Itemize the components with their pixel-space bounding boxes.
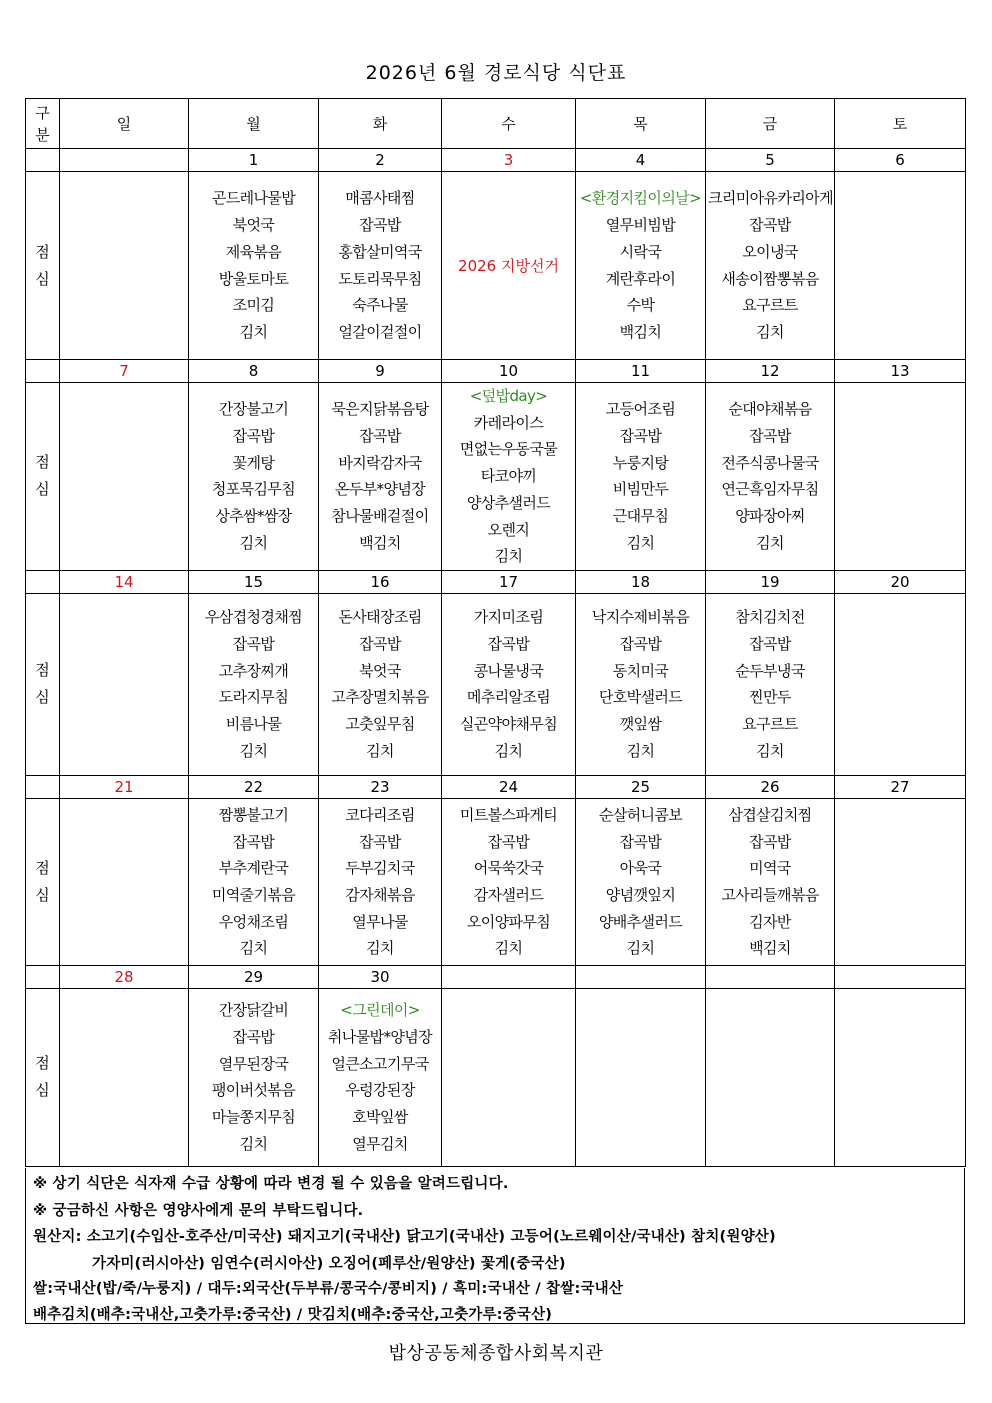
menu-item: 곤드레나물밥: [211, 189, 296, 208]
page-title: 2026년 6월 경로식당 식단표: [365, 62, 627, 84]
menu-item: 콩나물냉국: [473, 661, 544, 680]
date-cell-sun: [60, 149, 189, 172]
date-cell-sun: 14: [60, 570, 189, 593]
menu-item: 김치: [494, 741, 523, 760]
menu-item: 고춧잎무침: [345, 715, 415, 734]
day-header-sat: 토: [835, 99, 966, 149]
menu-item: 양배추샐러드: [598, 912, 683, 931]
menu-item: 상추쌈*쌈장: [215, 507, 292, 526]
date-cell-fri: 26: [706, 775, 835, 798]
date-row: [26, 149, 966, 172]
day-header-wed: 수: [442, 99, 576, 149]
menu-list: [706, 396, 834, 556]
menu-cell-thu: [576, 593, 706, 775]
menu-item: 메추리알조림: [466, 688, 551, 707]
menu-item: 요구르트: [742, 715, 798, 734]
notes-box: [25, 1168, 965, 1324]
menu-item: 팽이버섯볶음: [211, 1081, 296, 1100]
day-header-sun: 일: [60, 99, 189, 149]
menu-list: [576, 604, 705, 764]
menu-list: [319, 604, 441, 764]
date-cell-mon: 15: [189, 570, 319, 593]
menu-cell-mon: [189, 383, 319, 571]
date-cell-thu: 11: [576, 360, 706, 383]
menu-item: 김치: [494, 547, 523, 566]
day-header-thu: 목: [576, 99, 706, 149]
lunch-label: [26, 988, 60, 1166]
menu-item: 코다리조림: [345, 805, 415, 824]
menu-item: 비빔만두: [612, 480, 669, 499]
date-cell-wed: 17: [442, 570, 576, 593]
date-cell-tue: 30: [319, 965, 442, 988]
menu-cell-mon: [189, 172, 319, 360]
note-origin-2: 가자미(러시아산) 임연수(러시아산) 오징어(페루산/원양산) 꽃게(중국산): [92, 1256, 566, 1272]
gubun-bottom: 분: [35, 125, 50, 144]
menu-item: 참치김치전: [735, 608, 805, 627]
menu-item: 참나물배겉절이: [331, 507, 429, 526]
date-cell-tue: 16: [319, 570, 442, 593]
menu-item: 짬뽕불고기: [218, 805, 289, 824]
menu-item: 돈사태장조림: [338, 608, 422, 627]
date-cell-wed: 10: [442, 360, 576, 383]
menu-cell-tue: [319, 172, 442, 360]
menu-item: 김치: [239, 741, 268, 760]
date-row: [26, 570, 966, 593]
menu-item: 잡곡밥: [232, 1028, 275, 1047]
menu-item: 미역줄기볶음: [211, 885, 296, 904]
menu-item: 잡곡밥: [749, 635, 791, 654]
menu-item: 고추장멸치볶음: [331, 688, 429, 707]
menu-item: 김치: [239, 533, 268, 552]
date-cell-sat: 13: [835, 360, 966, 383]
menu-item: 조미김: [232, 296, 275, 315]
lunch-label-bottom: 심: [35, 480, 50, 499]
menu-item: 근대무침: [612, 507, 669, 526]
note-origin-1: 원산지: 소고기(수입산-호주산/미국산) 돼지고기(국내산) 닭고기(국내산) 고등어(노르웨이산/국내산) 참치(원양산): [33, 1229, 776, 1245]
menu-item: 요구르트: [742, 296, 798, 315]
menu-item: 계란후라이: [605, 269, 676, 288]
menu-item: 연근흑임자무침: [721, 480, 819, 499]
menu-item: 바지락감자국: [338, 453, 422, 472]
menu-item: 양상추샐러드: [466, 493, 551, 512]
menu-list: [189, 185, 318, 345]
menu-item: 취나물밥*양념장: [327, 1028, 433, 1047]
menu-item: 수박: [626, 296, 655, 315]
menu-list: [442, 802, 575, 962]
date-cell-mon: 8: [189, 360, 319, 383]
header-row: [26, 99, 966, 149]
menu-list: [706, 604, 834, 764]
menu-item: 아욱국: [619, 859, 662, 878]
menu-cell-tue: [319, 383, 442, 571]
menu-item: 오이냉국: [742, 242, 798, 261]
menu-list: [576, 802, 705, 962]
menu-item: 카레라이스: [473, 413, 544, 432]
menu-item: 비름나물: [225, 715, 282, 734]
date-cell-tue: 23: [319, 775, 442, 798]
menu-cell-thu: [576, 172, 706, 360]
menu-item: 김치: [756, 741, 784, 760]
lunch-row: [26, 172, 966, 360]
note-inquiry: ※ 궁금하신 사항은 영양사에게 문의 부탁드립니다.: [33, 1203, 364, 1219]
menu-item: 홍합살미역국: [338, 242, 422, 261]
menu-list: [442, 255, 575, 276]
menu-item: 잡곡밥: [359, 832, 401, 851]
menu-item: 제육볶음: [225, 242, 282, 261]
lunch-label-bottom: 심: [35, 269, 50, 288]
date-row-label-cell: [26, 775, 60, 798]
menu-item: 열무나물: [352, 912, 408, 931]
menu-item: 열무비빔밥: [605, 216, 676, 235]
menu-cell-fri: [706, 988, 835, 1166]
menu-item: 가지미조림: [473, 608, 544, 627]
date-cell-tue: 9: [319, 360, 442, 383]
menu-cell-sun: [60, 798, 189, 965]
date-cell-thu: 18: [576, 570, 706, 593]
menu-table: [25, 98, 966, 1167]
menu-item: 잡곡밥: [749, 427, 791, 446]
menu-item: 순살허니콤보: [598, 805, 683, 824]
lunch-label-bottom: 심: [35, 1081, 50, 1100]
menu-item: 순두부냉국: [735, 661, 805, 680]
menu-cell-fri: [706, 798, 835, 965]
menu-item: 매콤사태찜: [345, 189, 415, 208]
menu-item: 백김치: [749, 939, 791, 958]
menu-item: 김치: [239, 1134, 268, 1153]
date-cell-sat: 6: [835, 149, 966, 172]
menu-item: 잡곡밥: [619, 427, 662, 446]
date-cell-thu: [576, 965, 706, 988]
lunch-label-bottom: 심: [35, 688, 50, 707]
lunch-label-top: 점: [35, 453, 50, 472]
menu-item: 잡곡밥: [232, 832, 275, 851]
menu-item: 어묵쑥갓국: [473, 859, 544, 878]
date-cell-fri: 5: [706, 149, 835, 172]
date-cell-sun: 28: [60, 965, 189, 988]
menu-item: 숙주나물: [352, 296, 408, 315]
menu-item: 순대야채볶음: [728, 400, 812, 419]
lunch-label-top: 점: [35, 1054, 50, 1073]
menu-item: 온두부*양념장: [334, 480, 426, 499]
menu-item: 깻잎쌈: [619, 715, 662, 734]
menu-cell-sat: [835, 172, 966, 360]
menu-item: 우엉채조림: [218, 912, 289, 931]
menu-item: 미역국: [749, 859, 791, 878]
menu-item: 미트볼스파게티: [459, 805, 558, 824]
menu-item: 잡곡밥: [619, 832, 662, 851]
menu-item: 잡곡밥: [487, 832, 530, 851]
menu-list: [319, 802, 441, 962]
menu-item: 김치: [626, 533, 655, 552]
lunch-label: [26, 172, 60, 360]
menu-item: 우렁강된장: [345, 1081, 415, 1100]
menu-item: 부추계란국: [218, 859, 289, 878]
menu-item: 김치: [239, 322, 268, 341]
menu-cell-sat: [835, 593, 966, 775]
menu-list: [576, 396, 705, 556]
menu-cell-thu: [576, 383, 706, 571]
day-header-fri: 금: [706, 99, 835, 149]
menu-cell-thu: [576, 798, 706, 965]
lunch-label: [26, 798, 60, 965]
lunch-row: [26, 988, 966, 1166]
menu-item: <덮밥day>: [469, 387, 548, 405]
menu-item: 김치: [494, 939, 523, 958]
menu-cell-sun: [60, 988, 189, 1166]
menu-cell-wed: [442, 172, 576, 360]
date-cell-mon: 22: [189, 775, 319, 798]
menu-cell-thu: [576, 988, 706, 1166]
menu-item: 삼겹살김치찜: [728, 805, 812, 824]
menu-item: 잡곡밥: [749, 832, 791, 851]
menu-cell-fri: [706, 172, 835, 360]
menu-item: 김치: [626, 741, 655, 760]
menu-item: 잡곡밥: [359, 427, 401, 446]
menu-list: [576, 185, 705, 345]
menu-cell-mon: [189, 798, 319, 965]
menu-item: 간장불고기: [218, 400, 289, 419]
menu-item: 꽃게탕: [232, 453, 275, 472]
menu-list: [319, 396, 441, 556]
date-cell-tue: 2: [319, 149, 442, 172]
menu-list: [189, 802, 318, 962]
date-row-label-cell: [26, 570, 60, 593]
menu-cell-wed: [442, 798, 576, 965]
menu-item: 동치미국: [612, 661, 669, 680]
date-row: [26, 775, 966, 798]
menu-list: [706, 802, 834, 962]
election-day-note: 2026 지방선거: [458, 257, 559, 275]
menu-item: 김치: [366, 939, 394, 958]
menu-list: [442, 604, 575, 764]
menu-item: 고추장찌개: [218, 661, 289, 680]
menu-item: 얼갈이겉절이: [338, 322, 422, 341]
date-row: [26, 360, 966, 383]
menu-item: 김치: [239, 939, 268, 958]
lunch-label: [26, 383, 60, 571]
menu-item: 잡곡밥: [749, 216, 791, 235]
menu-item: 오렌지: [487, 520, 530, 539]
menu-item: 우삼겹청경채찜: [204, 608, 303, 627]
lunch-label-bottom: 심: [35, 885, 50, 904]
menu-item: 누룽지탕: [612, 453, 669, 472]
menu-cell-wed: [442, 593, 576, 775]
gubun-top: 구: [35, 103, 50, 122]
menu-item: 감자샐러드: [473, 885, 544, 904]
menu-cell-tue: [319, 988, 442, 1166]
lunch-row: [26, 593, 966, 775]
date-cell-mon: 1: [189, 149, 319, 172]
menu-list: [319, 185, 441, 345]
menu-item: 고사리들깨볶음: [721, 885, 819, 904]
menu-item: 오이양파무침: [466, 912, 551, 931]
menu-item: 김치: [756, 322, 784, 341]
menu-item: 열무된장국: [218, 1054, 289, 1073]
date-cell-sat: 20: [835, 570, 966, 593]
lunch-row: [26, 798, 966, 965]
menu-item: 전주식콩나물국: [721, 453, 819, 472]
menu-item: 잡곡밥: [359, 216, 401, 235]
menu-item: 도라지무침: [218, 688, 289, 707]
date-cell-fri: 19: [706, 570, 835, 593]
date-cell-thu: 4: [576, 149, 706, 172]
menu-item: 단호박샐러드: [598, 688, 683, 707]
menu-item: 묵은지닭볶음탕: [331, 400, 429, 419]
menu-item: 백김치: [619, 322, 662, 341]
menu-cell-tue: [319, 593, 442, 775]
date-row: [26, 965, 966, 988]
menu-list: [442, 383, 575, 570]
menu-item: 양파장아찌: [735, 507, 805, 526]
menu-cell-sat: [835, 383, 966, 571]
lunch-label: [26, 593, 60, 775]
menu-item: 낙지수제비볶음: [591, 608, 690, 627]
menu-item: 새송이짬뽕볶음: [721, 269, 819, 288]
menu-list: [319, 997, 441, 1157]
date-row-label-cell: [26, 149, 60, 172]
menu-item: <환경지킴이의날>: [579, 189, 702, 208]
day-header-mon: 월: [189, 99, 319, 149]
organization-name: 밥상공동체종합사회복지관: [388, 1343, 604, 1364]
date-cell-fri: [706, 965, 835, 988]
date-cell-sun: 21: [60, 775, 189, 798]
menu-item: 잡곡밥: [619, 635, 662, 654]
menu-item: 잡곡밥: [232, 635, 275, 654]
menu-item: 김치: [756, 533, 784, 552]
menu-item: 호박잎쌈: [352, 1108, 408, 1127]
menu-cell-sat: [835, 798, 966, 965]
menu-item: 두부김치국: [345, 859, 415, 878]
menu-item: 면없는우동국물: [459, 440, 558, 459]
menu-item: 타코야끼: [480, 467, 537, 486]
menu-item: 김치: [626, 939, 655, 958]
menu-item: 김치: [366, 741, 394, 760]
date-cell-thu: 25: [576, 775, 706, 798]
menu-item: 잡곡밥: [232, 427, 275, 446]
menu-cell-fri: [706, 593, 835, 775]
menu-cell-sun: [60, 593, 189, 775]
menu-cell-mon: [189, 988, 319, 1166]
menu-item: 청포묵김무침: [211, 480, 296, 499]
date-row-label-cell: [26, 965, 60, 988]
lunch-label-top: 점: [35, 242, 50, 261]
menu-cell-wed: [442, 988, 576, 1166]
date-cell-wed: 3: [442, 149, 576, 172]
menu-item: 잡곡밥: [487, 635, 530, 654]
day-header-tue: 화: [319, 99, 442, 149]
date-cell-fri: 12: [706, 360, 835, 383]
note-grain-origin: 쌀:국내산(밥/죽/누룽지) / 대두:외국산(두부류/콩국수/콩비지) / 흑미:국내산 / 찹쌀:국내산: [33, 1281, 624, 1297]
menu-item: 양념깻잎지: [605, 885, 676, 904]
menu-cell-sun: [60, 383, 189, 571]
menu-cell-fri: [706, 383, 835, 571]
menu-item: 크리미아유카리아게: [708, 189, 834, 208]
menu-item: 간장닭갈비: [218, 1001, 289, 1020]
menu-item: 김자반: [749, 912, 791, 931]
menu-item: 마늘쫑지무침: [211, 1108, 296, 1127]
menu-list: [189, 604, 318, 764]
menu-item: 백김치: [359, 533, 401, 552]
note-kimchi-origin: 배추김치(배추:국내산,고춧가루:중국산) / 맛김치(배추:중국산,고춧가루:중국산): [33, 1307, 553, 1323]
menu-item: 도토리묵무침: [338, 269, 422, 288]
menu-cell-wed: [442, 383, 576, 571]
menu-list: [189, 396, 318, 556]
menu-item: 고등어조림: [605, 400, 676, 419]
menu-item: <그린데이>: [340, 1001, 420, 1020]
menu-cell-sun: [60, 172, 189, 360]
menu-list: [189, 997, 318, 1157]
lunch-label-top: 점: [35, 858, 50, 877]
menu-item: 감자채볶음: [345, 885, 415, 904]
menu-cell-sat: [835, 988, 966, 1166]
menu-item: 방울토마토: [218, 269, 289, 288]
menu-item: 얼큰소고기무국: [331, 1054, 429, 1073]
date-cell-sat: [835, 965, 966, 988]
menu-item: 찐만두: [749, 688, 791, 707]
menu-cell-tue: [319, 798, 442, 965]
menu-list: [706, 185, 834, 345]
date-row-label-cell: [26, 360, 60, 383]
note-change: ※ 상기 식단은 식자재 수급 상황에 따라 변경 될 수 있음을 알려드립니다.: [33, 1176, 509, 1192]
menu-item: 잡곡밥: [359, 635, 401, 654]
lunch-label-top: 점: [35, 661, 50, 680]
date-cell-wed: [442, 965, 576, 988]
lunch-row: [26, 383, 966, 571]
menu-item: 북엇국: [232, 216, 275, 235]
menu-item: 북엇국: [359, 661, 401, 680]
date-cell-wed: 24: [442, 775, 576, 798]
date-cell-mon: 29: [189, 965, 319, 988]
date-cell-sun: 7: [60, 360, 189, 383]
gubun-header: [26, 99, 60, 149]
menu-cell-mon: [189, 593, 319, 775]
menu-item: 열무김치: [352, 1134, 408, 1153]
menu-item: 실곤약야채무침: [459, 715, 558, 734]
date-cell-sat: 27: [835, 775, 966, 798]
menu-item: 시락국: [619, 242, 662, 261]
